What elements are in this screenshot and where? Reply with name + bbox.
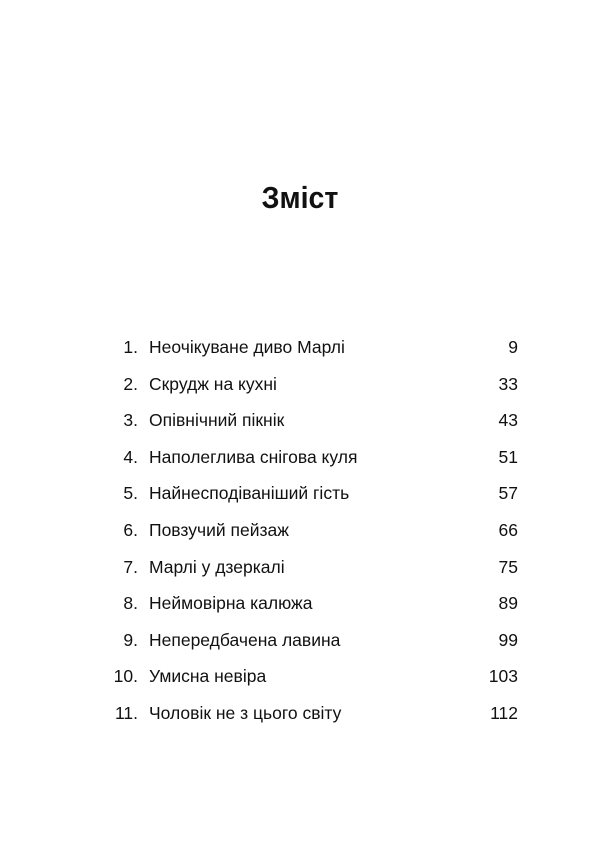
chapter-number: 3. [123, 410, 138, 431]
toc-entry [0, 480, 600, 517]
toc-entry [0, 627, 600, 664]
page-number: 33 [498, 373, 518, 394]
chapter-title: Наполеглива снігова куля [149, 446, 358, 467]
chapter-title: Неочікуване диво Марлі [149, 337, 345, 357]
page-number: 57 [498, 483, 518, 504]
page-number: 112 [490, 702, 518, 723]
chapter-title: Чоловік не з цього світу [149, 702, 342, 723]
chapter-number: 10. [113, 666, 138, 687]
page-number: 51 [498, 446, 518, 467]
chapter-number: 4. [123, 446, 138, 467]
toc-entry [0, 371, 600, 408]
toc-entry [0, 663, 600, 700]
chapter-number: 5. [123, 483, 138, 504]
page-title: Зміст [261, 180, 339, 215]
toc-entry [0, 700, 600, 737]
chapter-title: Неймовірна калюжа [149, 593, 313, 614]
toc-entry [0, 407, 600, 444]
page-number: 99 [498, 629, 518, 650]
chapter-title: Умисна невіра [149, 666, 267, 687]
toc-entry [0, 444, 600, 481]
chapter-title: Найнесподіваніший гість [149, 483, 350, 504]
chapter-title: Повзучий пейзаж [149, 519, 289, 540]
table-of-contents [0, 334, 600, 737]
chapter-number: 6. [123, 519, 138, 540]
page-number: 89 [498, 593, 518, 614]
chapter-title: Непередбачена лавина [149, 629, 341, 650]
chapter-number: 1. [123, 337, 138, 357]
chapter-number: 11. [114, 702, 138, 723]
chapter-number: 2. [123, 373, 138, 394]
page-number: 9 [508, 337, 518, 357]
page-number: 75 [498, 556, 518, 577]
chapter-number: 7. [123, 556, 138, 577]
chapter-title: Марлі у дзеркалі [149, 556, 285, 577]
page-number: 103 [488, 666, 518, 687]
toc-entry [0, 590, 600, 627]
toc-entry [0, 517, 600, 554]
page-number: 66 [498, 519, 518, 540]
toc-entry [0, 334, 600, 371]
toc-entry [0, 554, 600, 591]
chapter-title: Скрудж на кухні [149, 373, 277, 394]
chapter-title: Опівнічний пікнік [149, 410, 285, 431]
chapter-number: 8. [123, 593, 138, 614]
page-number: 43 [498, 410, 518, 431]
chapter-number: 9. [123, 629, 138, 650]
